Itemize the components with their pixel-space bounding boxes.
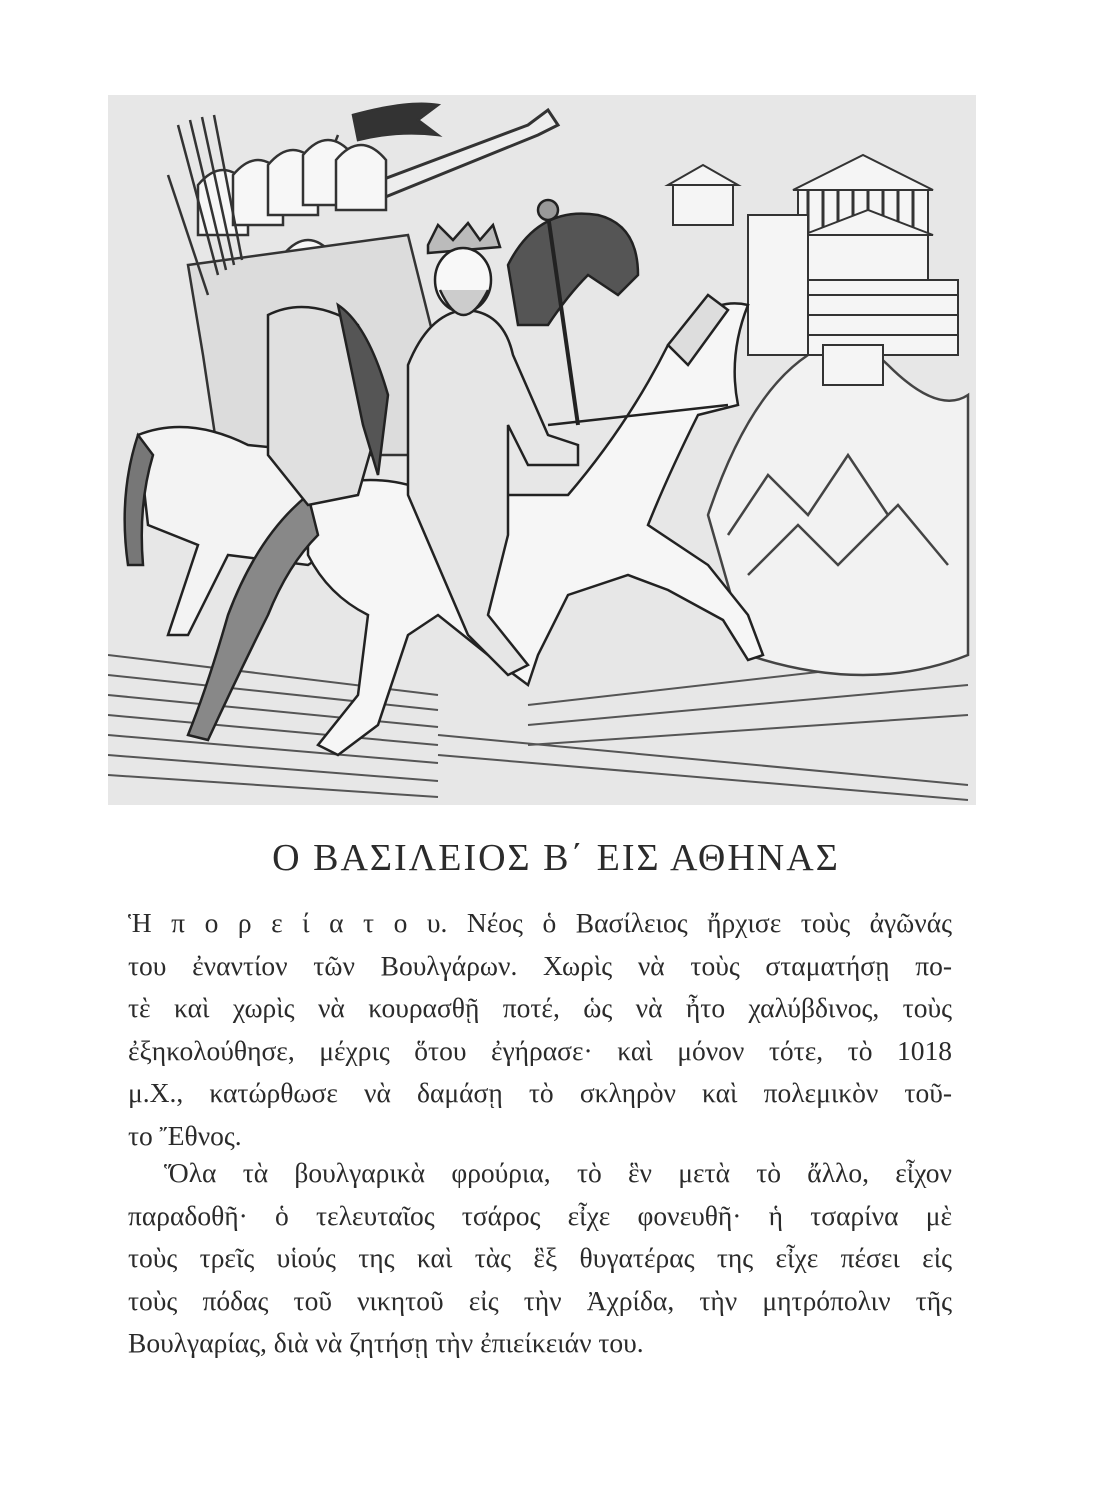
dark-horse (508, 214, 638, 325)
paragraph-2 (128, 1152, 952, 1365)
text-line: μ.Χ., κατώρθωσε νὰ δαμάσῃ τὸ σκληρὸν καὶ πολεμικὸν τοῦ- (128, 1077, 952, 1108)
horsemen-acropolis-illustration (108, 95, 976, 805)
text-line: παραδοθῆ· ὁ τελευταῖος τσάρος εἶχε φονευθῆ· ἡ τσαρίνα μὲ (128, 1199, 952, 1231)
text-line: Βουλγαρίας, διὰ νὰ ζητήσῃ τὴν ἐπιείκειάν του. (128, 1327, 644, 1358)
paragraph-1 (128, 902, 952, 1157)
text-line: τοὺς τρεῖς υἱούς της καὶ τὰς ἓξ θυγατέρας της εἶχε πέσει εἰς (128, 1242, 952, 1273)
text-line: ἐξηκολούθησε, μέχρις ὅτου ἐγήρασε· καὶ μόνον τότε, τὸ 1018 (128, 1034, 952, 1066)
text-line: τὲ καὶ χωρὶς νὰ κουρασθῇ ποτέ, ὡς νὰ ἦτο χαλύβδινος, τοὺς (128, 992, 952, 1023)
page-title: Ο ΒΑΣΙΛΕΙΟΣ Β΄ ΕΙΣ ΑΘΗΝΑΣ (272, 837, 840, 879)
text-line: Ἡ π ο ρ ε ί α τ ο υ. Νέος ὁ Βασίλειος ἤρχισε τοὺς ἀγῶνάς (128, 907, 952, 938)
text-line: Ὅλα τὰ βουλγαρικὰ φρούρια, τὸ ἓν μετὰ τὸ ἄλλο, εἶχον (164, 1157, 952, 1188)
text-line: τοὺς πόδας τοῦ νικητοῦ εἰς τὴν Ἀχρίδα, τὴν μητρόπολιν τῆς (128, 1284, 952, 1316)
text-line: του ἐναντίον τῶν Βουλγάρων. Χωρὶς νὰ τοὺς σταματήσῃ πο- (128, 949, 952, 981)
woodcut-illustration (108, 95, 976, 805)
text-line: το Ἔθνος. (128, 1119, 242, 1151)
